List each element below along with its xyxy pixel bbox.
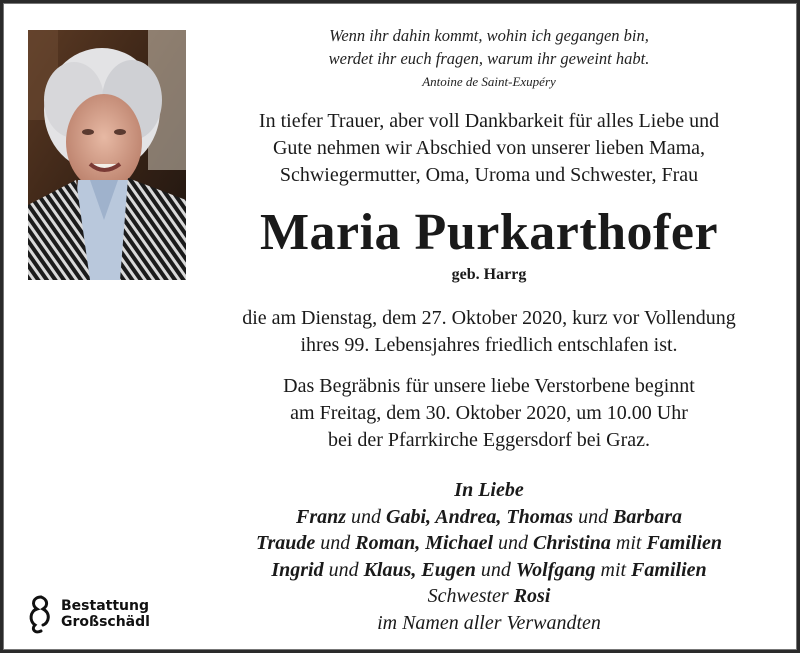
bestattung-logo-icon <box>27 593 55 635</box>
death-notice <box>193 305 785 359</box>
intro-line: Schwiegermutter, Oma, Uroma und Schwester, Frau <box>279 164 699 186</box>
mourners-line: Ingrid und Klaus, Eugen und Wolfgang mit Familien <box>271 558 707 581</box>
mourners-line: Traude und Roman, Michael und Christina mit Familien <box>255 532 723 554</box>
intro-text <box>193 108 785 189</box>
birth-name: geb. Harrg <box>451 266 527 283</box>
mourners-line: Franz und Gabi, Andrea, Thomas und Barbara <box>296 505 682 528</box>
death-line: ihres 99. Lebensjahres friedlich entschlafen ist. <box>300 334 678 356</box>
quote-line: Wenn ihr dahin kommt, wohin ich gegangen bin, <box>329 26 649 45</box>
funeral-line: bei der Pfarrkirche Eggersdorf bei Graz. <box>327 429 651 451</box>
mourners-list <box>193 477 785 636</box>
mourners-line: im Namen aller Verwandten <box>377 611 601 634</box>
portrait-photo <box>28 30 186 280</box>
quote <box>193 24 785 70</box>
mourners-heading: In Liebe <box>454 479 524 501</box>
funeral-notice <box>193 373 785 454</box>
funeral-home-name-line2: Großschädl <box>61 614 150 630</box>
funeral-line: am Freitag, dem 30. Oktober 2020, um 10.00 Uhr <box>290 402 688 424</box>
mourners-line: Schwester Rosi <box>427 585 551 607</box>
intro-line: In tiefer Trauer, aber voll Dankbarkeit für alles Liebe und <box>258 110 720 132</box>
funeral-home-logo <box>27 593 150 635</box>
quote-line: werdet ihr euch fragen, warum ihr geweint habt. <box>328 49 650 68</box>
quote-author: Antoine de Saint-Exupéry <box>422 74 556 89</box>
death-line: die am Dienstag, dem 27. Oktober 2020, kurz vor Vollendung <box>242 307 736 329</box>
funeral-line: Das Begräbnis für unsere liebe Verstorbene beginnt <box>283 375 695 397</box>
intro-line: Gute nehmen wir Abschied von unserer lieben Mama, <box>272 137 706 159</box>
deceased-name: Maria Purkarthofer <box>259 204 719 261</box>
funeral-home-name-line1: Bestattung <box>61 598 149 614</box>
